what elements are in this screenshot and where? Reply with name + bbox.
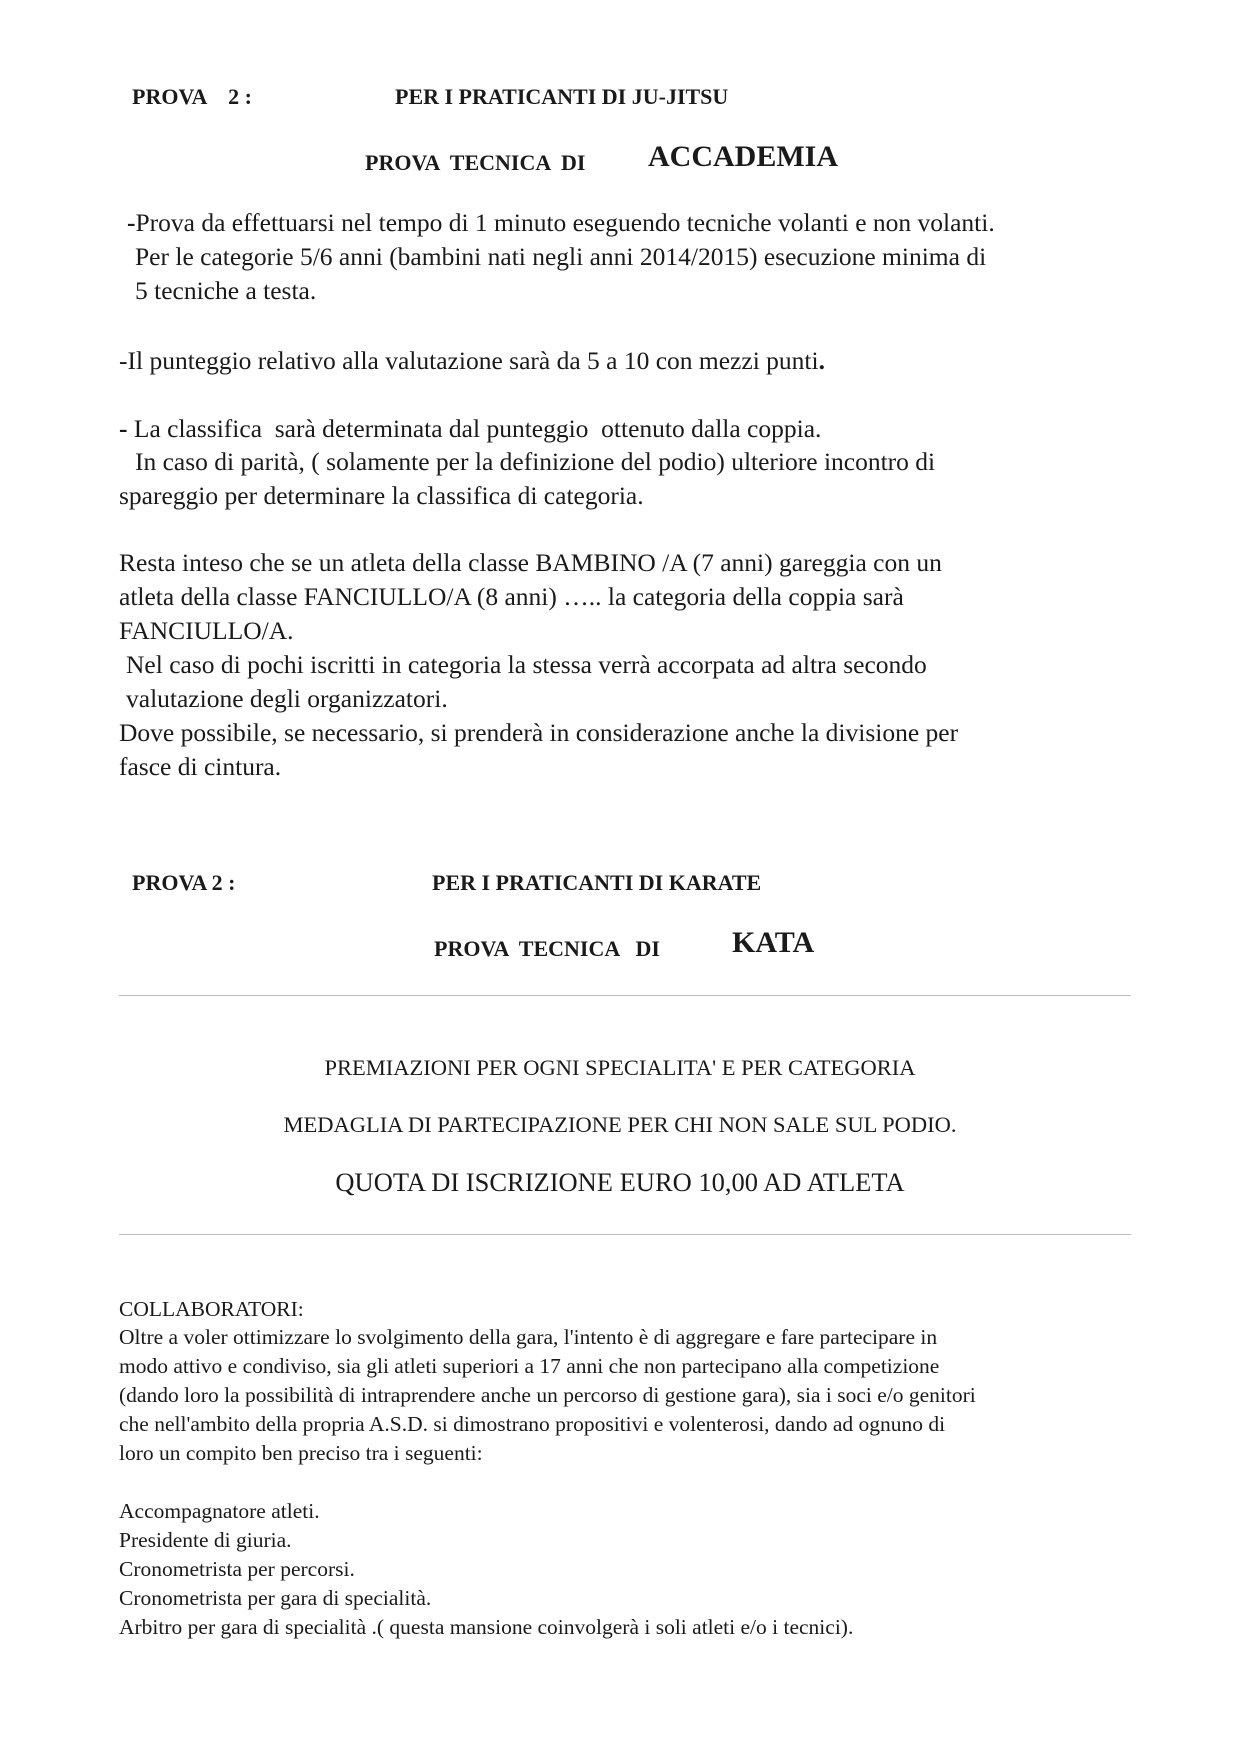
jujitsu-paragraph-line: Dove possibile, se necessario, si prenderà in considerazione anche la divisione per	[119, 718, 959, 747]
participation-medal-line: MEDAGLIA DI PARTECIPAZIONE PER CHI NON SALE SUL PODIO.	[283, 1112, 957, 1137]
jujitsu-paragraph-line: Per le categorie 5/6 anni (bambini nati negli anni 2014/2015) esecuzione minima di	[135, 242, 987, 271]
jujitsu-practitioners-heading: PER I PRATICANTI DI JU-JITSU	[395, 84, 729, 109]
karate-test-label: PROVA TECNICA DI	[434, 936, 660, 961]
role-list-item: Accompagnatore atleti.	[119, 1499, 320, 1523]
role-list-item: Cronometrista per percorsi.	[119, 1557, 355, 1581]
karate-practitioners-heading: PER I PRATICANTI DI KARATE	[432, 870, 762, 895]
jujitsu-paragraph-line: 5 tecniche a testa.	[135, 276, 317, 305]
collaborators-heading: COLLABORATORI:	[119, 1297, 304, 1321]
jujitsu-test-name: ACCADEMIA	[648, 140, 838, 173]
divider-top	[119, 995, 1131, 996]
jujitsu-prova-label: PROVA 2 :	[132, 84, 252, 109]
jujitsu-paragraph-line: spareggio per determinare la classifica di categoria.	[119, 481, 644, 510]
role-list-item: Cronometrista per gara di specialità.	[119, 1586, 432, 1610]
jujitsu-paragraph-line: atleta della classe FANCIULLO/A (8 anni) ….. la categoria della coppia sarà	[119, 582, 904, 611]
awards-line: PREMIAZIONI PER OGNI SPECIALITA' E PER CATEGORIA	[324, 1055, 916, 1080]
collaborators-text-line: (dando loro la possibilità di intraprendere anche un percorso di gestione gara), sia i soci e/o genitori	[119, 1383, 976, 1407]
collaborators-text-line: Oltre a voler ottimizzare lo svolgimento della gara, l'intento è di aggregare e fare partecipare in	[119, 1325, 938, 1349]
jujitsu-paragraph-line: valutazione degli organizzatori.	[126, 684, 448, 713]
jujitsu-paragraph-line: FANCIULLO/A.	[119, 616, 294, 645]
divider-bottom	[119, 1234, 1131, 1235]
role-list-item: Presidente di giuria.	[119, 1528, 292, 1552]
registration-fee-line: QUOTA DI ISCRIZIONE EURO 10,00 AD ATLETA	[335, 1167, 905, 1197]
karate-prova-label: PROVA 2 :	[132, 870, 236, 895]
jujitsu-paragraph-line: In caso di parità, ( solamente per la definizione del podio) ulteriore incontro di	[135, 447, 936, 476]
collaborators-text-line: che nell'ambito della propria A.S.D. si dimostrano propositivi e volenterosi, dando ad ognuno di	[119, 1412, 946, 1436]
jujitsu-paragraph-line: -Il punteggio relativo alla valutazione sarà da 5 a 10 con mezzi punti.	[119, 346, 825, 375]
karate-test-name: KATA	[732, 926, 815, 959]
jujitsu-paragraph-line: -Prova da effettuarsi nel tempo di 1 minuto eseguendo tecniche volanti e non volanti.	[127, 208, 995, 237]
collaborators-text-line: loro un compito ben preciso tra i seguenti:	[119, 1441, 483, 1465]
jujitsu-paragraph-line: fasce di cintura.	[119, 752, 282, 781]
role-list-item: Arbitro per gara di specialità .( questa mansione coinvolgerà i soli atleti e/o i tecnici).	[119, 1615, 854, 1639]
jujitsu-paragraph-line: Resta inteso che se un atleta della classe BAMBINO /A (7 anni) gareggia con un	[119, 548, 942, 577]
jujitsu-paragraph-line: - La classifica sarà determinata dal punteggio ottenuto dalla coppia.	[119, 414, 822, 443]
jujitsu-test-label: PROVA TECNICA DI	[365, 150, 586, 175]
collaborators-text-line: modo attivo e condiviso, sia gli atleti superiori a 17 anni che non partecipano alla competizione	[119, 1354, 940, 1378]
jujitsu-paragraph-line: Nel caso di pochi iscritti in categoria la stessa verrà accorpata ad altra secondo	[126, 650, 927, 679]
